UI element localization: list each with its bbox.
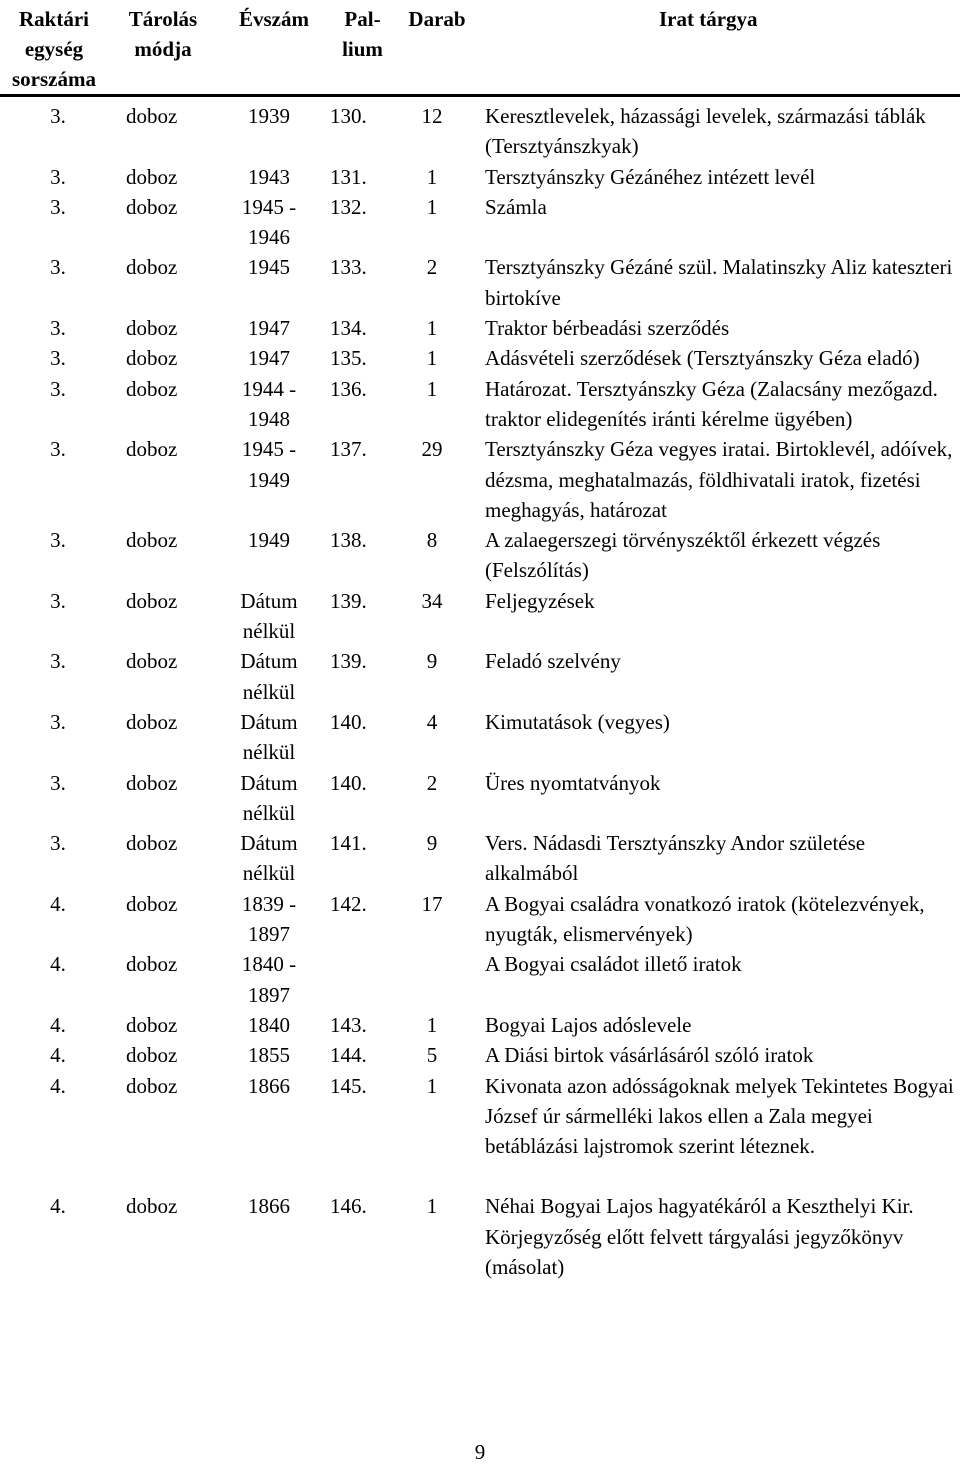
cell-pallium: 146. xyxy=(330,1194,367,1219)
cell-unit: 3. xyxy=(50,649,66,674)
cell-year: Dátum nélkül xyxy=(240,770,298,825)
cell-year: 1840 xyxy=(248,1012,290,1037)
table-row xyxy=(0,707,960,768)
cell-unit: 4. xyxy=(50,1012,66,1037)
cell-mode: doboz xyxy=(126,346,178,371)
cell-subject: A Bogyai családot illető iratok xyxy=(485,952,742,977)
table-row xyxy=(0,162,960,192)
cell-mode: doboz xyxy=(126,891,178,916)
cell-count: 1 xyxy=(426,194,438,219)
table-row xyxy=(0,646,960,707)
cell-pallium: 141. xyxy=(330,831,367,856)
cell-unit: 4. xyxy=(50,952,66,977)
cell-mode: doboz xyxy=(126,104,178,128)
cell-year: Dátum nélkül xyxy=(240,649,298,704)
table-header-row xyxy=(0,2,960,96)
cell-unit: 3. xyxy=(50,770,66,795)
table-row xyxy=(0,96,960,162)
cell-subject: Tersztyánszky Géza vegyes iratai. Birtoklevél, adóívek, dézsma, meghatalmazás, földhivatali iratok, fizetési meghagyás, határozat xyxy=(485,437,953,522)
cell-pallium: 133. xyxy=(330,255,367,280)
cell-mode: doboz xyxy=(126,194,178,219)
table-row xyxy=(0,1191,960,1282)
cell-mode: doboz xyxy=(126,649,178,674)
cell-subject: Tersztyánszky Gézánéhez intézett levél xyxy=(485,164,816,189)
table-row xyxy=(0,949,960,1010)
cell-year: 1945 - 1946 xyxy=(241,194,297,250)
cell-unit: 4. xyxy=(50,891,66,916)
cell-subject: Vers. Nádasdi Tersztyánszky Andor születése alkalmából xyxy=(485,831,866,886)
header-year: Évszám xyxy=(218,2,330,96)
cell-count: 2 xyxy=(426,255,438,280)
cell-year: Dátum nélkül xyxy=(240,831,298,886)
cell-year: 1840 - 1897 xyxy=(241,952,297,1007)
cell-pallium: 132. xyxy=(330,194,367,219)
cell-unit: 3. xyxy=(50,255,66,280)
cell-unit: 3. xyxy=(50,194,66,219)
cell-subject: Feladó szelvény xyxy=(485,649,621,674)
cell-pallium: 131. xyxy=(330,164,367,189)
table-row xyxy=(0,525,960,586)
cell-unit: 4. xyxy=(50,1043,66,1068)
cell-year: 1855 xyxy=(248,1043,290,1068)
archive-inventory-table xyxy=(0,2,960,1282)
cell-pallium: 136. xyxy=(330,376,367,401)
cell-pallium: 140. xyxy=(330,709,367,734)
cell-count: 1 xyxy=(426,164,438,189)
cell-unit: 3. xyxy=(50,346,66,371)
cell-count: 8 xyxy=(426,528,438,553)
cell-mode: doboz xyxy=(126,831,178,856)
cell-count: 12 xyxy=(421,104,443,128)
cell-year: 1866 xyxy=(248,1073,290,1098)
cell-mode: doboz xyxy=(126,376,178,401)
table-row xyxy=(0,343,960,373)
cell-year: 1943 xyxy=(248,164,290,189)
cell-unit: 3. xyxy=(50,437,66,462)
cell-year: 1944 - 1948 xyxy=(241,376,297,431)
cell-count: 1 xyxy=(426,1073,438,1098)
header-count: Darab xyxy=(395,2,479,96)
cell-mode: doboz xyxy=(126,709,178,734)
cell-pallium: 140. xyxy=(330,770,367,795)
cell-count: 9 xyxy=(426,831,438,856)
cell-mode: doboz xyxy=(126,588,178,613)
cell-mode: doboz xyxy=(126,528,178,553)
cell-pallium: 139. xyxy=(330,649,367,674)
cell-year: 1945 - 1949 xyxy=(241,437,297,492)
table-row xyxy=(0,1010,960,1040)
cell-count xyxy=(395,949,479,1010)
cell-pallium: 135. xyxy=(330,346,367,371)
cell-unit: 3. xyxy=(50,831,66,856)
cell-mode: doboz xyxy=(126,316,178,341)
cell-count: 29 xyxy=(421,437,443,462)
cell-subject: Kivonata azon adósságoknak melyek Tekintetes Bogyai József úr sármelléki lakos ellen a Zala megyei betáblázási lajstromok szerint léteznek. xyxy=(485,1073,954,1159)
cell-year: 1947 xyxy=(248,316,290,341)
cell-unit: 3. xyxy=(50,588,66,613)
cell-unit: 3. xyxy=(50,528,66,553)
cell-mode: doboz xyxy=(126,1194,178,1219)
table-row xyxy=(0,313,960,343)
cell-subject: Néhai Bogyai Lajos hagyatékáról a Keszthelyi Kir. Körjegyzőség előtt felvett tárgyalási jegyzőkönyv (másolat) xyxy=(485,1194,914,1279)
table-row xyxy=(0,889,960,950)
cell-mode: doboz xyxy=(126,164,178,189)
header-pallium: Pal- lium xyxy=(330,2,395,96)
cell-pallium: 139. xyxy=(330,588,367,613)
cell-mode: doboz xyxy=(126,1012,178,1037)
table-row xyxy=(0,1071,960,1192)
header-subject: Irat tárgya xyxy=(479,2,960,96)
cell-year: Dátum nélkül xyxy=(240,709,298,765)
cell-subject: Traktor bérbeadási szerződés xyxy=(485,316,730,341)
cell-year: 1839 - 1897 xyxy=(241,891,297,947)
cell-mode: doboz xyxy=(126,1073,178,1098)
cell-year: 1947 xyxy=(248,346,290,371)
cell-subject: A Diási birtok vásárlásáról szóló iratok xyxy=(485,1043,814,1068)
cell-pallium: 145. xyxy=(330,1073,367,1098)
cell-pallium: 138. xyxy=(330,528,367,553)
cell-mode: doboz xyxy=(126,770,178,795)
page-number: 9 xyxy=(474,1440,486,1464)
cell-count: 1 xyxy=(426,1194,438,1219)
table-row xyxy=(0,828,960,889)
cell-unit: 3. xyxy=(50,104,66,128)
table-row xyxy=(0,434,960,525)
cell-count: 1 xyxy=(426,346,438,371)
cell-subject: Határozat. Tersztyánszky Géza (Zalacsány mezőgazd. traktor elidegenítés iránti kérelme ügyében) xyxy=(485,376,938,431)
cell-pallium: 143. xyxy=(330,1012,367,1037)
cell-unit: 4. xyxy=(50,1073,66,1098)
table-row xyxy=(0,252,960,313)
cell-mode: doboz xyxy=(126,952,178,977)
table-row xyxy=(0,1040,960,1070)
cell-count: 9 xyxy=(426,649,438,674)
cell-subject: Feljegyzések xyxy=(485,588,595,613)
cell-unit: 3. xyxy=(50,316,66,341)
cell-unit: 4. xyxy=(50,1194,66,1219)
cell-subject: Keresztlevelek, házassági levelek, származási táblák (Tersztyánszkyak) xyxy=(485,104,926,159)
header-unit: Raktári egység sorszáma xyxy=(0,2,108,96)
cell-subject: Üres nyomtatványok xyxy=(485,770,661,795)
cell-count: 4 xyxy=(426,709,438,734)
table-row xyxy=(0,586,960,647)
cell-count: 1 xyxy=(426,1012,438,1037)
cell-unit: 3. xyxy=(50,164,66,189)
cell-unit: 3. xyxy=(50,376,66,401)
cell-count: 2 xyxy=(426,770,438,795)
table-row xyxy=(0,768,960,829)
cell-mode: doboz xyxy=(126,1043,178,1068)
cell-unit: 3. xyxy=(50,709,66,734)
cell-mode: doboz xyxy=(126,255,178,280)
table-body xyxy=(0,96,960,1283)
cell-count: 17 xyxy=(421,891,443,916)
cell-pallium: 144. xyxy=(330,1043,367,1068)
cell-pallium: 134. xyxy=(330,316,367,341)
cell-mode: doboz xyxy=(126,437,178,462)
cell-year: 1939 xyxy=(248,104,290,128)
cell-subject: Adásvételi szerződések (Tersztyánszky Géza eladó) xyxy=(485,346,920,371)
cell-subject: Számla xyxy=(485,194,547,219)
cell-subject: Bogyai Lajos adóslevele xyxy=(485,1012,692,1037)
cell-pallium: 137. xyxy=(330,437,367,462)
cell-year: 1949 xyxy=(248,528,290,553)
cell-subject: Tersztyánszky Gézáné szül. Malatinszky Aliz kateszteri birtokíve xyxy=(485,255,953,310)
cell-year: 1866 xyxy=(248,1194,290,1219)
cell-year: Dátum nélkül xyxy=(240,588,298,644)
cell-count: 1 xyxy=(426,376,438,401)
cell-pallium: 130. xyxy=(330,104,367,128)
cell-pallium: 142. xyxy=(330,891,367,916)
cell-subject: Kimutatások (vegyes) xyxy=(485,709,670,734)
cell-pallium xyxy=(330,949,395,1010)
cell-subject: A zalaegerszegi törvényszéktől érkezett végzés (Felszólítás) xyxy=(485,528,881,583)
cell-count: 34 xyxy=(421,588,443,613)
cell-subject: A Bogyai családra vonatkozó iratok (kötelezvények, nyugták, elismervények) xyxy=(485,891,925,947)
cell-year: 1945 xyxy=(248,255,290,280)
table-row xyxy=(0,374,960,435)
cell-count: 5 xyxy=(426,1043,438,1068)
table-row xyxy=(0,192,960,253)
cell-count: 1 xyxy=(426,316,438,341)
header-mode: Tárolás módja xyxy=(108,2,218,96)
